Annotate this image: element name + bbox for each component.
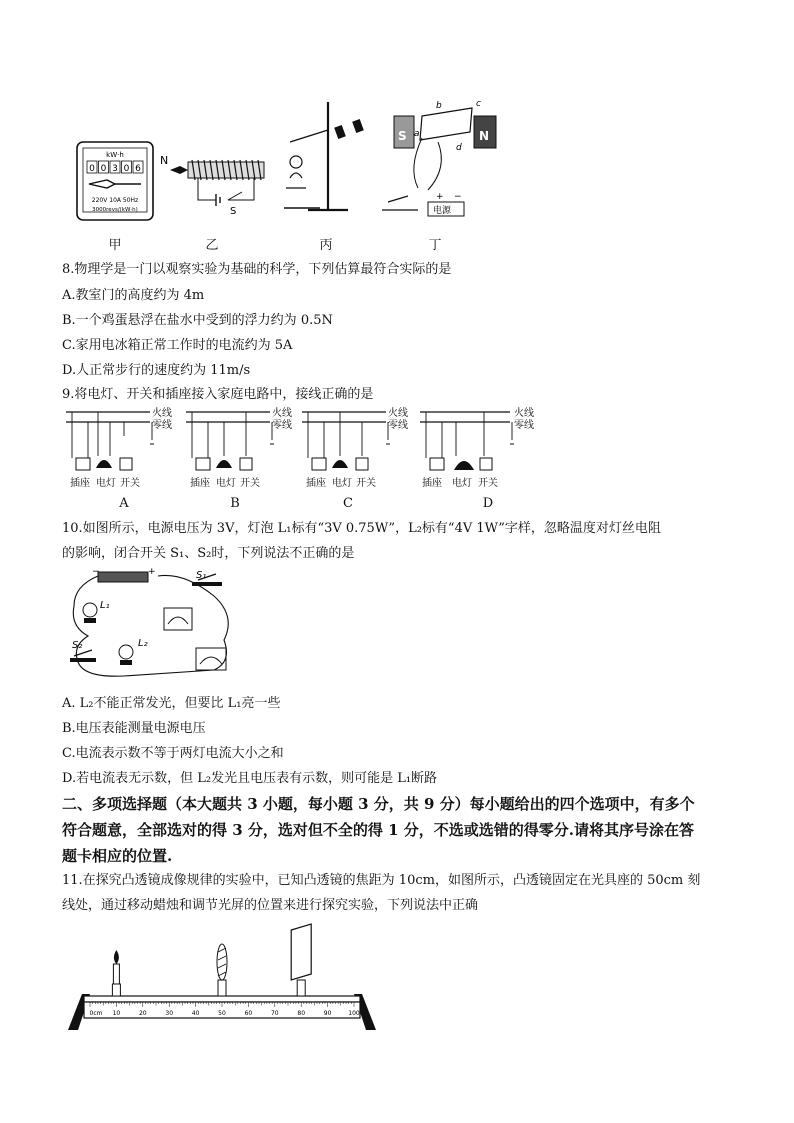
figure-caption-yi: 乙: [205, 238, 219, 253]
q10-s2: S₂: [72, 640, 83, 651]
q9c-live: 火线: [388, 408, 408, 419]
q10-l1: L₁: [100, 600, 110, 611]
q9d-socket: 插座: [422, 478, 442, 489]
meter-digit: 0: [100, 164, 107, 174]
q8-option-d: D.人正常步行的速度约为 11m/s: [62, 363, 251, 378]
q9b-lamp: 电灯: [216, 478, 236, 489]
bench-tick-label: 50: [218, 1010, 226, 1017]
meter-constant: 3000revs/(kW·h): [92, 207, 138, 213]
solenoid-pole: N: [160, 154, 169, 167]
q9d-live: 火线: [514, 408, 534, 419]
q9c-socket: 插座: [306, 478, 326, 489]
q9-circuit-c: [302, 406, 418, 489]
q9c-neutral: 零线: [388, 420, 408, 431]
candle-holder: [112, 984, 120, 996]
figure-caption-bing: 丙: [319, 238, 333, 253]
q10-option-c: C.电流表示数不等于两灯电流大小之和: [62, 746, 284, 761]
motor-pole-s: S: [398, 129, 407, 143]
stand-figure: [276, 98, 376, 216]
lens-holder: [218, 980, 226, 996]
meter-unit: kW·h: [106, 151, 124, 159]
q9-circuit-b: [186, 406, 302, 489]
solenoid-figure: [158, 148, 268, 218]
q8-option-b: B.一个鸡蛋悬浮在盐水中受到的浮力约为 0.5N: [62, 313, 333, 328]
meter-digit: 6: [135, 164, 141, 174]
section2-heading-line3: 题卡相应的位置.: [62, 847, 173, 865]
q9-circuit-a: [66, 406, 182, 489]
q9-stem: 9.将电灯、开关和插座接入家庭电路中，接线正确的是: [62, 387, 374, 402]
motor-figure: [378, 98, 506, 220]
q8-option-a: A.教室门的高度约为 4m: [62, 288, 205, 303]
q8-stem: 8.物理学是一门以观察实验为基础的科学，下列估算最符合实际的是: [62, 262, 452, 277]
electric-meter-figure: [75, 140, 155, 222]
q9-label-a: A: [119, 496, 129, 511]
q9a-switch: 开关: [120, 478, 140, 489]
bench-tick-label: 0cm: [89, 1010, 103, 1017]
q9-label-c: C: [343, 496, 353, 511]
q10-battery-plus: +: [148, 567, 156, 577]
section2-heading-line1: 二、多项选择题（本大题共 3 小题，每小题 3 分，共 9 分）每小题给出的四个选项中，有多个: [62, 795, 695, 813]
q9b-socket: 插座: [190, 478, 210, 489]
q10-battery-minus: −: [92, 567, 100, 577]
convex-lens: [217, 944, 227, 980]
q9d-neutral: 零线: [514, 420, 534, 431]
q9c-lamp: 电灯: [332, 478, 352, 489]
motor-label-a: a: [414, 129, 420, 139]
bench-tick-label: 100: [348, 1010, 360, 1017]
figure-caption-ding: 丁: [428, 238, 442, 253]
q10-l2: L₂: [138, 638, 148, 649]
motor-plus: +: [436, 192, 444, 202]
q9a-live: 火线: [152, 408, 172, 419]
q10-stem-line1: 10.如图所示，电源电压为 3V，灯泡 L₁标有“3V 0.75W”，L₂标有“4V 1W”字样，忽略温度对灯丝电阻: [62, 521, 661, 536]
bench-tick-label: 70: [270, 1010, 279, 1017]
q9d-switch: 开关: [478, 478, 498, 489]
q11-stem-line2: 线处，通过移动蜡烛和调节光屏的位置来进行探究实验，下列说法中正确: [62, 898, 479, 913]
q9-label-d: D: [482, 496, 494, 511]
meter-digit: 0: [123, 164, 130, 174]
q9a-socket: 插座: [70, 478, 90, 489]
q10-s1: S₁: [196, 570, 207, 581]
section2-heading-line2: 符合题意，全部选对的得 3 分，选对但不全的得 1 分，不选或选错的得零分.请将其序号涂在答: [62, 821, 694, 839]
candle-flame: [114, 950, 119, 964]
bench-tick-label: 30: [165, 1010, 174, 1017]
q10-option-b: B.电压表能测量电源电压: [62, 721, 206, 736]
meter-digit: 0: [89, 164, 95, 174]
candle: [113, 964, 119, 984]
q9b-live: 火线: [272, 408, 292, 419]
motor-minus: −: [454, 192, 462, 202]
q10-option-a: A. L₂不能正常发光，但要比 L₁亮一些: [62, 696, 281, 711]
bench-tick-label: 40: [191, 1010, 200, 1017]
meter-rating: 220V 10A 50Hz: [91, 197, 139, 204]
screen-holder: [297, 980, 305, 996]
q10-circuit-figure: [64, 566, 236, 684]
q8-option-c: C.家用电冰箱正常工作时的电流约为 5A: [62, 338, 293, 353]
bench-tick-label: 60: [244, 1010, 253, 1017]
q11-stem-line1: 11.在探究凸透镜成像规律的实验中，已知凸透镜的焦距为 10cm，如图所示，凸透镜固定在光具座的 50cm 刻: [62, 873, 701, 888]
q10-stem-line2: 的影响，闭合开关 S₁、S₂时，下列说法不正确的是: [62, 546, 355, 561]
motor-power-label: 电源: [433, 206, 452, 216]
q9a-lamp: 电灯: [96, 478, 116, 489]
q9a-neutral: 零线: [152, 420, 172, 431]
q9-label-b: B: [230, 496, 240, 511]
optical-bench-figure: [64, 920, 380, 1032]
bench-tick-label: 10: [112, 1010, 121, 1017]
q9b-switch: 开关: [240, 478, 260, 489]
figure-caption-jia: 甲: [108, 238, 122, 253]
q9c-switch: 开关: [356, 478, 376, 489]
motor-label-b: b: [436, 101, 442, 111]
q9d-lamp: 电灯: [452, 478, 472, 489]
solenoid-switch: S: [230, 206, 237, 217]
motor-pole-n: N: [479, 129, 490, 143]
bench-tick-label: 80: [297, 1010, 306, 1017]
motor-label-c: c: [476, 99, 481, 109]
bench-tick-label: 90: [323, 1010, 332, 1017]
light-screen: [291, 924, 311, 980]
meter-digit: 3: [112, 164, 118, 174]
bench-tick-label: 20: [138, 1010, 147, 1017]
q10-option-d: D.若电流表无示数，但 L₂发光且电压表有示数，则可能是 L₁断路: [62, 771, 438, 786]
q9-circuit-d: [420, 406, 536, 489]
q9b-neutral: 零线: [272, 420, 292, 431]
motor-label-d: d: [456, 143, 462, 153]
